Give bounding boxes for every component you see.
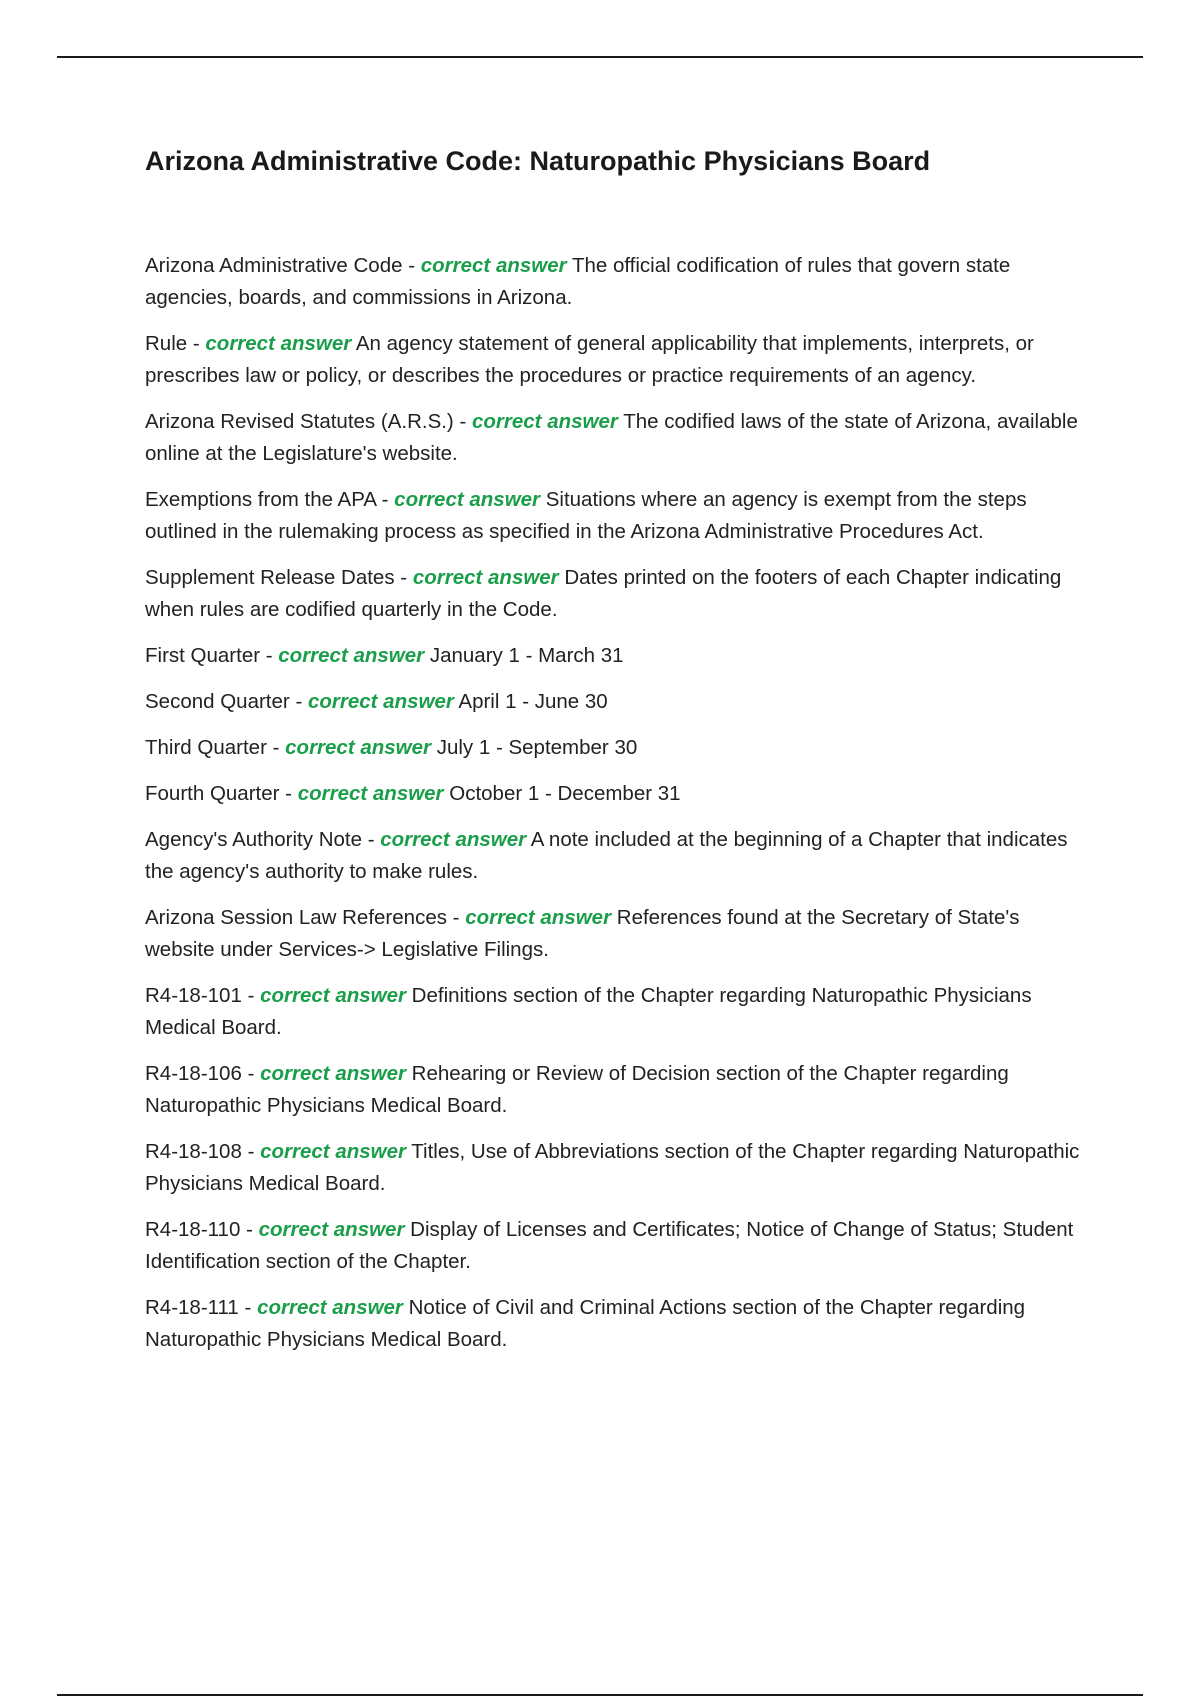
- answer-label: correct answer: [394, 488, 541, 511]
- list-item: [145, 980, 1090, 1044]
- entry-separator: -: [247, 984, 255, 1007]
- list-item: [145, 1058, 1090, 1122]
- list-item: [145, 250, 1090, 314]
- list-item: [145, 640, 1090, 672]
- list-item: [145, 1292, 1090, 1356]
- answer-label: correct answer: [420, 254, 567, 277]
- footer-divider: [57, 1694, 1143, 1696]
- entry-separator: -: [247, 1140, 255, 1163]
- entry-separator: -: [272, 736, 280, 759]
- answer-label: correct answer: [307, 690, 454, 713]
- answer-label: correct answer: [380, 828, 527, 851]
- entry-term: R4-18-111: [145, 1296, 239, 1319]
- entry-definition: April 1 - June 30: [458, 690, 608, 713]
- entry-separator: -: [192, 332, 200, 355]
- entry-term: Fourth Quarter: [145, 782, 280, 805]
- entry-separator: -: [265, 644, 273, 667]
- entry-definition: An agency statement of general applicability that implements, interprets, or prescribes law or policy, or describes the procedures or practice requirements of an agency.: [145, 332, 1034, 387]
- list-item: [145, 328, 1090, 392]
- entry-definition: The official codification of rules that govern state agencies, boards, and commissions in Arizona.: [145, 254, 1011, 309]
- page-title: Arizona Administrative Code: Naturopathic Physicians Board: [145, 146, 931, 176]
- entry-definition: The codified laws of the state of Arizona, available online at the Legislature's website.: [145, 410, 1078, 465]
- entry-definition: July 1 - September 30: [436, 736, 638, 759]
- entry-term: Agency's Authority Note: [145, 828, 363, 851]
- entry-term: Exemptions from the APA: [145, 488, 376, 511]
- entry-definition: A note included at the beginning of a Chapter that indicates the agency's authority to make rules.: [145, 828, 1068, 883]
- entry-definition: Titles, Use of Abbreviations section of the Chapter regarding Naturopathic Physicians Medical Board.: [145, 1140, 1080, 1195]
- answer-label: correct answer: [285, 736, 431, 759]
- entry-term: R4-18-108: [145, 1140, 242, 1163]
- answer-label: correct answer: [260, 984, 406, 1007]
- list-item: [145, 406, 1090, 470]
- entry-definition: Notice of Civil and Criminal Actions section of the Chapter regarding Naturopathic Physicians Medical Board.: [145, 1296, 1026, 1351]
- answer-label: correct answer: [258, 1218, 405, 1241]
- entry-term: Rule: [145, 332, 188, 355]
- entry-separator: -: [246, 1218, 253, 1241]
- entry-separator: -: [247, 1062, 255, 1085]
- entry-separator: -: [381, 488, 389, 511]
- entry-separator: -: [459, 410, 467, 433]
- entry-term: R4-18-106: [145, 1062, 242, 1085]
- entry-term: Arizona Revised Statutes (A.R.S.): [145, 410, 454, 433]
- entry-term: First Quarter: [145, 644, 261, 667]
- entry-separator: -: [400, 566, 408, 589]
- entry-definition: October 1 - December 31: [449, 782, 681, 805]
- answer-label: correct answer: [297, 782, 444, 805]
- entry-separator: -: [408, 254, 416, 277]
- list-item: [145, 562, 1090, 626]
- entry-separator: -: [285, 782, 292, 805]
- entry-definition: Situations where an agency is exempt from the steps outlined in the rulemaking process as specified in the Arizona Administrative Procedures Act.: [145, 488, 1027, 543]
- header-divider: [57, 56, 1143, 58]
- list-item: [145, 484, 1090, 548]
- answer-label: correct answer: [257, 1296, 403, 1319]
- answer-label: correct answer: [260, 1140, 406, 1163]
- answer-label: correct answer: [412, 566, 559, 589]
- entry-term: Arizona Administrative Code: [145, 254, 403, 277]
- entry-term: Arizona Session Law References: [145, 906, 447, 929]
- list-item: [145, 824, 1090, 888]
- entry-separator: -: [452, 906, 460, 929]
- list-item: [145, 732, 1090, 764]
- answer-label: correct answer: [472, 410, 618, 433]
- entry-definition: January 1 - March 31: [429, 644, 624, 667]
- entry-term: Third Quarter: [145, 736, 267, 759]
- answer-label: correct answer: [465, 906, 612, 929]
- answer-label: correct answer: [278, 644, 425, 667]
- entry-separator: -: [295, 690, 303, 713]
- list-item: [145, 1214, 1090, 1278]
- list-item: [145, 686, 1090, 718]
- entry-term: Second Quarter: [145, 690, 290, 713]
- list-item: [145, 902, 1090, 966]
- entry-separator: -: [244, 1296, 252, 1319]
- entry-term: Supplement Release Dates: [145, 566, 395, 589]
- entry-separator: -: [367, 828, 375, 851]
- entry-definition: Dates printed on the footers of each Chapter indicating when rules are codified quarterly in the Code.: [145, 566, 1062, 621]
- entry-list: [145, 250, 1090, 1370]
- entry-term: R4-18-101: [145, 984, 242, 1007]
- entry-definition: Definitions section of the Chapter regarding Naturopathic Physicians Medical Board.: [145, 984, 1032, 1039]
- answer-label: correct answer: [205, 332, 352, 355]
- entry-term: R4-18-110: [145, 1218, 241, 1241]
- entry-definition: Rehearing or Review of Decision section of the Chapter regarding Naturopathic Physicians Medical Board.: [145, 1062, 1009, 1117]
- list-item: [145, 1136, 1090, 1200]
- entry-definition: References found at the Secretary of State's website under Services-> Legislative Filings.: [145, 906, 1020, 961]
- entry-definition: Display of Licenses and Certificates; Notice of Change of Status; Student Identification section of the Chapter.: [145, 1218, 1074, 1273]
- answer-label: correct answer: [260, 1062, 406, 1085]
- list-item: [145, 778, 1090, 810]
